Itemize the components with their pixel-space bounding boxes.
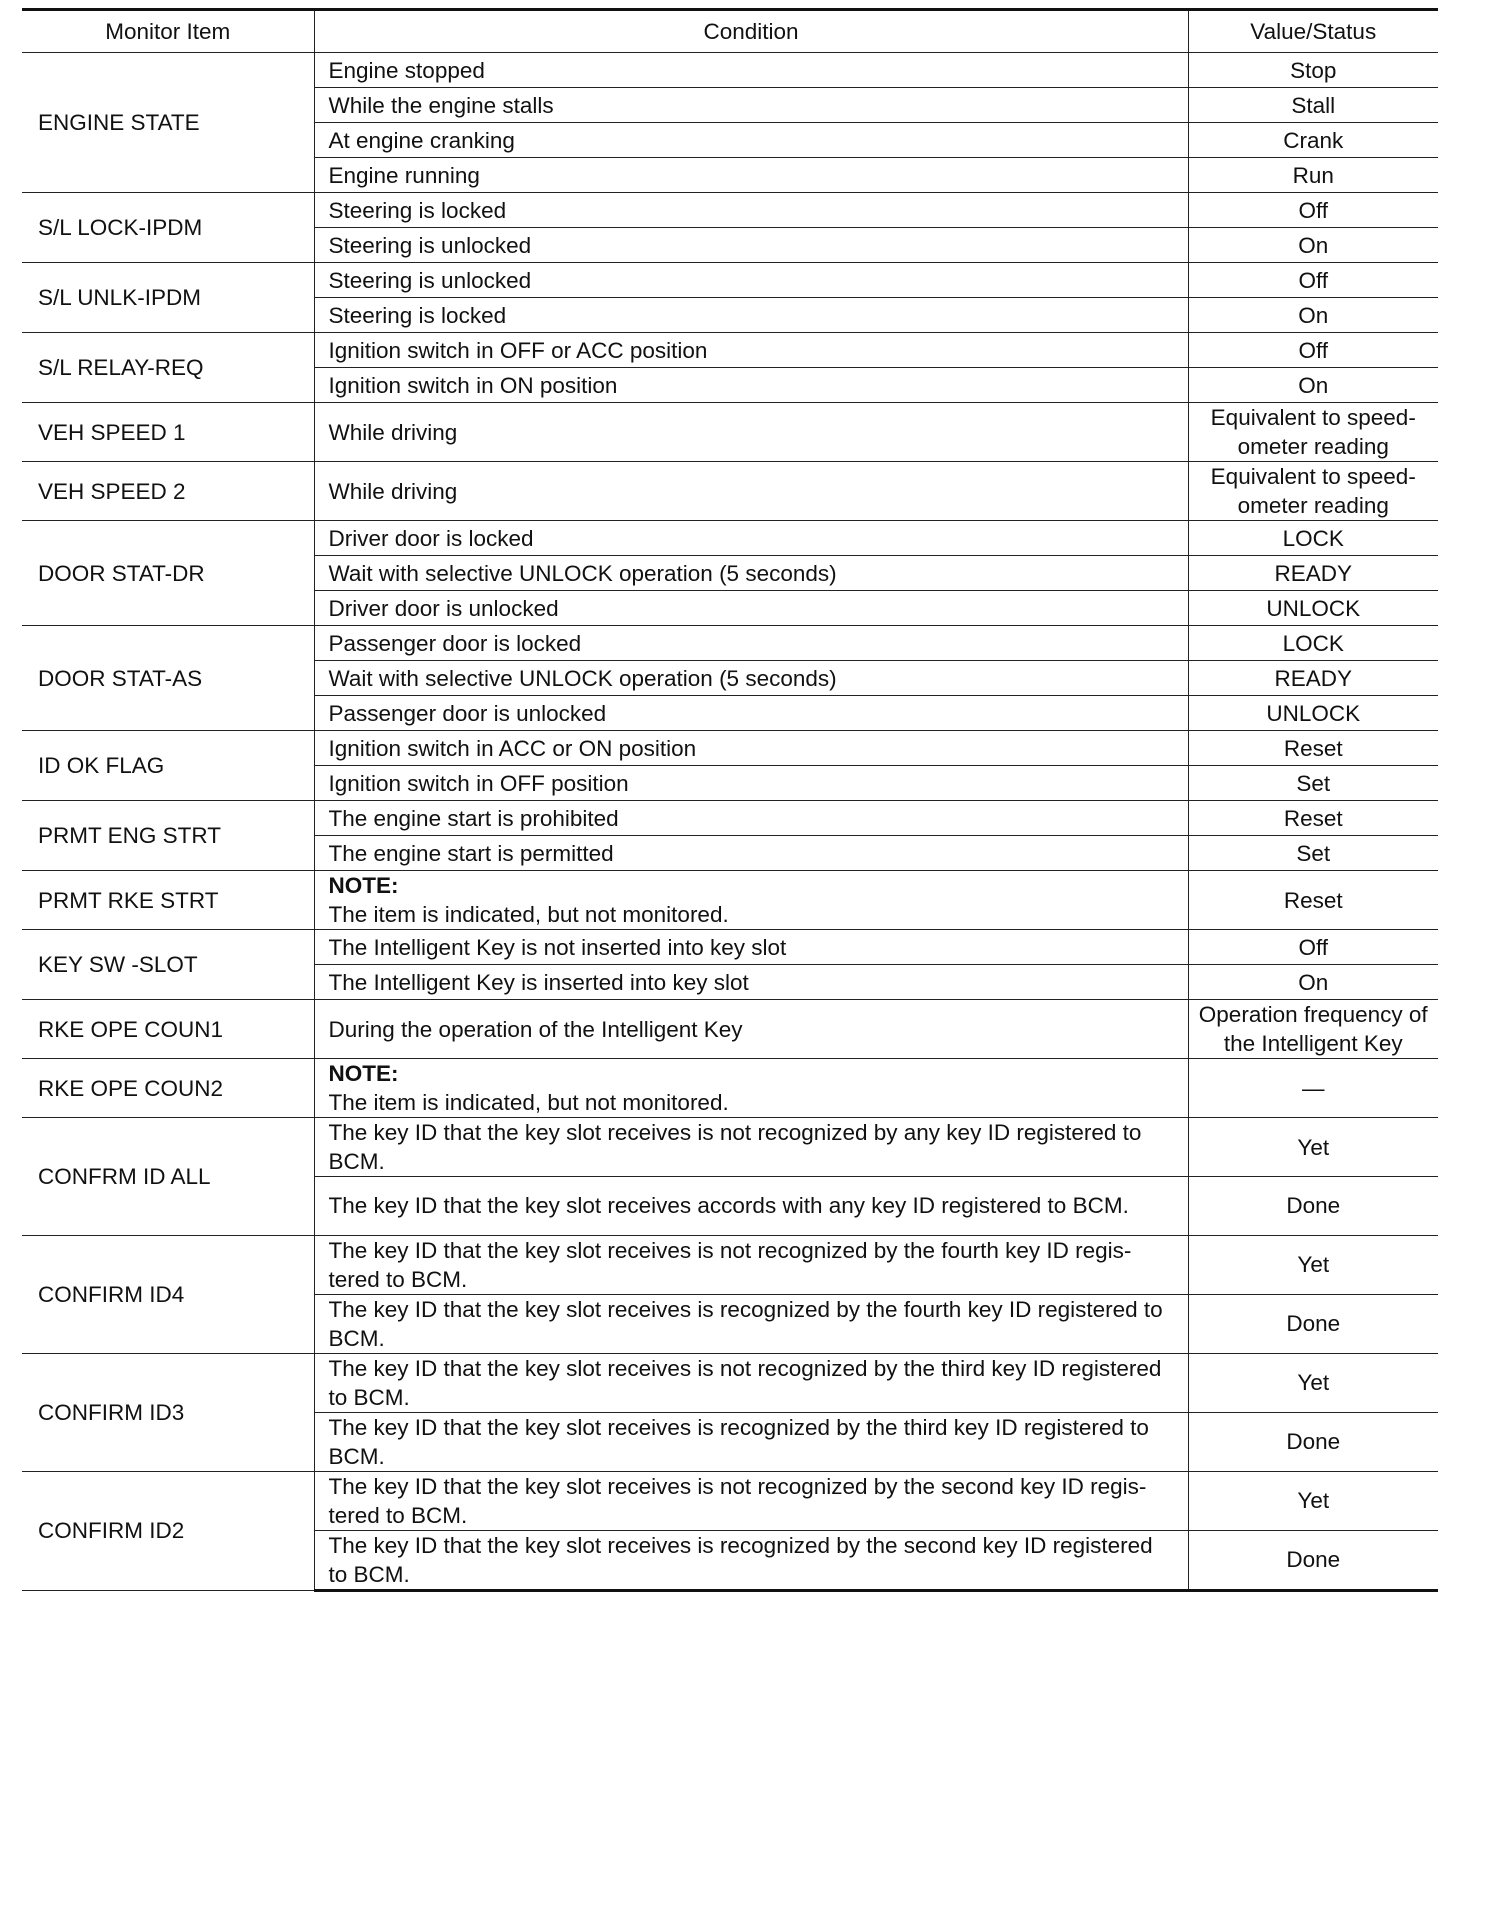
table-body — [22, 53, 1438, 1591]
note-text: The item is indicated, but not monitored. — [328, 902, 729, 927]
monitor-item-table — [22, 8, 1438, 1592]
monitor-item-cell: CONFRM ID ALL — [22, 1118, 314, 1236]
condition-cell: Steering is locked — [314, 298, 1188, 333]
condition-cell: The key ID that the key slot receives is not recognized by the fourth key ID regis-tered to BCM. — [314, 1235, 1188, 1294]
condition-cell: Steering is unlocked — [314, 263, 1188, 298]
value-status-cell: Reset — [1188, 871, 1438, 930]
condition-cell: Driver door is unlocked — [314, 591, 1188, 626]
table-row — [22, 193, 1438, 228]
value-status-cell: Reset — [1188, 731, 1438, 766]
table-header-row — [22, 10, 1438, 53]
header-condition: Condition — [314, 10, 1188, 53]
table-row — [22, 871, 1438, 930]
value-status-cell: Stop — [1188, 53, 1438, 88]
monitor-item-cell: PRMT ENG STRT — [22, 801, 314, 871]
table-row — [22, 403, 1438, 462]
table-row — [22, 930, 1438, 965]
note-label: NOTE: — [328, 1061, 399, 1086]
condition-cell: Wait with selective UNLOCK operation (5 seconds) — [314, 661, 1188, 696]
value-status-cell: UNLOCK — [1188, 591, 1438, 626]
condition-cell: The key ID that the key slot receives is not recognized by the third key ID registered to BCM. — [314, 1353, 1188, 1412]
monitor-item-cell: DOOR STAT-AS — [22, 626, 314, 731]
condition-cell: Driver door is locked — [314, 521, 1188, 556]
value-status-cell: Done — [1188, 1177, 1438, 1236]
condition-cell: The key ID that the key slot receives accords with any key ID registered to BCM. — [314, 1177, 1188, 1236]
condition-cell: Passenger door is locked — [314, 626, 1188, 661]
value-status-cell: Done — [1188, 1294, 1438, 1353]
monitor-item-cell: KEY SW -SLOT — [22, 930, 314, 1000]
monitor-item-cell: ID OK FLAG — [22, 731, 314, 801]
note-label: NOTE: — [328, 873, 399, 898]
condition-cell: Wait with selective UNLOCK operation (5 seconds) — [314, 556, 1188, 591]
value-status-cell: Set — [1188, 836, 1438, 871]
monitor-item-cell: RKE OPE COUN1 — [22, 1000, 314, 1059]
value-status-cell: On — [1188, 298, 1438, 333]
condition-cell — [314, 1059, 1188, 1118]
monitor-item-cell: CONFIRM ID3 — [22, 1353, 314, 1471]
value-status-cell: Done — [1188, 1530, 1438, 1590]
table-row — [22, 53, 1438, 88]
value-status-cell: READY — [1188, 556, 1438, 591]
monitor-item-cell: S/L LOCK-IPDM — [22, 193, 314, 263]
condition-cell — [314, 871, 1188, 930]
table-row — [22, 263, 1438, 298]
condition-cell: Ignition switch in OFF position — [314, 766, 1188, 801]
monitor-item-cell: ENGINE STATE — [22, 53, 314, 193]
table-row — [22, 1118, 1438, 1177]
value-status-cell: Equivalent to speed-ometer reading — [1188, 403, 1438, 462]
condition-cell: The key ID that the key slot receives is recognized by the third key ID registered to BCM. — [314, 1412, 1188, 1471]
table-row — [22, 626, 1438, 661]
condition-cell: While driving — [314, 403, 1188, 462]
value-status-cell: Operation frequency of the Intelligent Key — [1188, 1000, 1438, 1059]
value-status-cell: Off — [1188, 333, 1438, 368]
value-status-cell: Yet — [1188, 1235, 1438, 1294]
header-value-status: Value/Status — [1188, 10, 1438, 53]
note-text: The item is indicated, but not monitored. — [328, 1090, 729, 1115]
value-status-cell: Yet — [1188, 1471, 1438, 1530]
monitor-item-cell: RKE OPE COUN2 — [22, 1059, 314, 1118]
table-row — [22, 1000, 1438, 1059]
condition-cell: The key ID that the key slot receives is not recognized by any key ID registered to BCM. — [314, 1118, 1188, 1177]
value-status-cell: LOCK — [1188, 521, 1438, 556]
condition-cell: The key ID that the key slot receives is recognized by the second key ID registered to BCM. — [314, 1530, 1188, 1590]
value-status-cell: READY — [1188, 661, 1438, 696]
condition-cell: The engine start is permitted — [314, 836, 1188, 871]
value-status-cell: Reset — [1188, 801, 1438, 836]
condition-cell: Steering is unlocked — [314, 228, 1188, 263]
value-status-cell: On — [1188, 965, 1438, 1000]
value-status-cell: Set — [1188, 766, 1438, 801]
table-row — [22, 462, 1438, 521]
table-row — [22, 1471, 1438, 1530]
table-row — [22, 1353, 1438, 1412]
value-status-cell: Off — [1188, 930, 1438, 965]
condition-cell: The key ID that the key slot receives is not recognized by the second key ID regis-tered to BCM. — [314, 1471, 1188, 1530]
table-row — [22, 333, 1438, 368]
value-status-cell: On — [1188, 228, 1438, 263]
condition-cell: The Intelligent Key is not inserted into key slot — [314, 930, 1188, 965]
header-monitor-item: Monitor Item — [22, 10, 314, 53]
monitor-item-cell: VEH SPEED 2 — [22, 462, 314, 521]
condition-cell: Steering is locked — [314, 193, 1188, 228]
value-status-cell: Yet — [1188, 1353, 1438, 1412]
table-row — [22, 731, 1438, 766]
monitor-item-cell: DOOR STAT-DR — [22, 521, 314, 626]
monitor-item-cell: S/L UNLK-IPDM — [22, 263, 314, 333]
condition-cell: Engine stopped — [314, 53, 1188, 88]
value-status-cell: Crank — [1188, 123, 1438, 158]
value-status-cell: Stall — [1188, 88, 1438, 123]
value-status-cell: On — [1188, 368, 1438, 403]
monitor-item-cell: PRMT RKE STRT — [22, 871, 314, 930]
condition-cell: While the engine stalls — [314, 88, 1188, 123]
table-row — [22, 1059, 1438, 1118]
value-status-cell: Run — [1188, 158, 1438, 193]
value-status-cell: Off — [1188, 263, 1438, 298]
condition-cell: The engine start is prohibited — [314, 801, 1188, 836]
value-status-cell: Equivalent to speed-ometer reading — [1188, 462, 1438, 521]
condition-cell: The key ID that the key slot receives is recognized by the fourth key ID registered to BCM. — [314, 1294, 1188, 1353]
condition-cell: Ignition switch in OFF or ACC position — [314, 333, 1188, 368]
condition-cell: The Intelligent Key is inserted into key slot — [314, 965, 1188, 1000]
table-row — [22, 1235, 1438, 1294]
value-status-cell: LOCK — [1188, 626, 1438, 661]
monitor-item-cell: S/L RELAY-REQ — [22, 333, 314, 403]
table-row — [22, 801, 1438, 836]
condition-cell: Ignition switch in ON position — [314, 368, 1188, 403]
condition-cell: During the operation of the Intelligent Key — [314, 1000, 1188, 1059]
monitor-item-cell: CONFIRM ID4 — [22, 1235, 314, 1353]
value-status-cell: UNLOCK — [1188, 696, 1438, 731]
value-status-cell: Done — [1188, 1412, 1438, 1471]
value-status-cell: Off — [1188, 193, 1438, 228]
condition-cell: While driving — [314, 462, 1188, 521]
monitor-item-cell: CONFIRM ID2 — [22, 1471, 314, 1590]
value-status-cell: — — [1188, 1059, 1438, 1118]
condition-cell: Ignition switch in ACC or ON position — [314, 731, 1188, 766]
condition-cell: At engine cranking — [314, 123, 1188, 158]
condition-cell: Passenger door is unlocked — [314, 696, 1188, 731]
monitor-item-cell: VEH SPEED 1 — [22, 403, 314, 462]
value-status-cell: Yet — [1188, 1118, 1438, 1177]
condition-cell: Engine running — [314, 158, 1188, 193]
table-row — [22, 521, 1438, 556]
